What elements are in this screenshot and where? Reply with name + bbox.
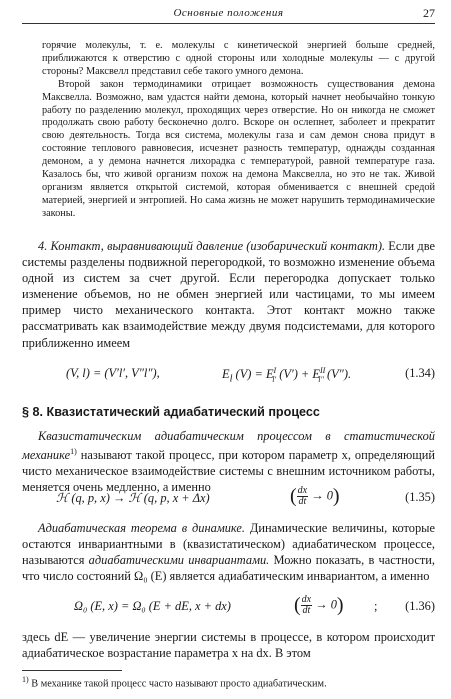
contact-lead: 4. Контакт, выравнивающий давление (изобарический контакт). bbox=[38, 239, 386, 253]
paragraph-quasistatic bbox=[22, 428, 435, 496]
eq136-expr: Ω₀ (E, x) = Ω₀ (E + dE, x + dx) bbox=[74, 599, 231, 613]
eq135-condition: ( $\frac{dx}{dt}$ → 0) bbox=[290, 485, 340, 507]
page-number: 27 bbox=[423, 6, 435, 20]
footnote-text: В механике такой процесс часто называют просто адиабатическим. bbox=[28, 678, 327, 690]
eq136-frac-num: dx bbox=[301, 594, 312, 605]
equation-1-35 bbox=[22, 487, 435, 513]
footnote bbox=[22, 675, 435, 689]
eq135-cond-tail: → 0 bbox=[311, 488, 333, 503]
eq135-frac-num: dx bbox=[297, 485, 308, 496]
eq135-frac-den: dt bbox=[298, 496, 307, 507]
equation-1-34 bbox=[22, 366, 435, 386]
ad-emphasis: адиабатическими инвариантами. bbox=[88, 553, 270, 568]
footnote-rule bbox=[22, 670, 122, 671]
header-rule bbox=[22, 23, 435, 24]
eq135-number: (1.35) bbox=[405, 490, 435, 504]
section-heading: § 8. Квазистатический адиабатический процесс bbox=[22, 405, 320, 419]
eq134-right: $E_l$ $(V) = E^I_{l'}$ $(V') + E^{II}_{l''}$ (V″). bbox=[222, 366, 352, 385]
small-paragraph-1: горячие молекулы, т. е. молекулы с кинетической энергией больше средней, приближаются к отверстию с одной стороны или холодные молекулы — с другой стороны? Максвелл представил себе такого умного демона. bbox=[42, 40, 435, 77]
eq136-number: (1.36) bbox=[405, 599, 435, 613]
eq134-number: (1.34) bbox=[405, 366, 435, 380]
ad-lead: Адиабатическая теорема в динамике. bbox=[38, 521, 246, 535]
eq135-expr: ℋ (q, p, x) → ℋ (q, p, x + Δx) bbox=[56, 491, 210, 505]
paragraph-closing bbox=[22, 629, 435, 661]
running-title: Основные положения bbox=[173, 7, 284, 19]
small-print-block bbox=[42, 40, 435, 221]
qs-text: называют такой процесс, при котором параметр x, определяющий чисто механическое взаимодействие системы с внешним источником работы, меняется очень медленно, а именно bbox=[22, 448, 435, 495]
eq136-semicolon: ; bbox=[374, 599, 378, 613]
eq136-frac-den: dt bbox=[302, 605, 311, 616]
paragraph-contact bbox=[22, 238, 435, 351]
qs-lead: Квазистатическим адиабатическим процессом в статистической механике bbox=[22, 429, 435, 463]
small-paragraph-2: Второй закон термодинамики отрицает возможность существования демона Максвелла. Возможно, вам удастся найти демона, который начнет необычайно тонкую работу по разделению молекул, проходящих через отверстие. Но он никогда не сможет продолжать свою работу бесконечно долго. Вскоре он ослепнет, заболеет и прекратит свою деятельность. Тогда вся система, молекулы газа и сам демон снова придут в состояние теплового равновесия, исчезнет разность температур, однажды созданная демоном, а у демона начнется лихорадка с температурой, равной температуре газа. Казалось бы, что живой организм похож на демона Максвелла, но это не так. Живой организм является открытой системой, которая обменивается с внешней средой материей, энергией и энтропией. Но сама жизнь не может нарушить термодинамические законы. bbox=[42, 78, 435, 219]
contact-text: Если две системы разделены подвижной перегородкой, то возможно изменение объема одной из систем за счет другой. Если перегородка допускает только изменение объемов, но не обмен энергией или частицами, то мы имеем пример чисто механического контакта. Этот контакт можно также рассматривать как взаимодействие между двумя подсистемами, для которого приближенно имеем bbox=[22, 239, 435, 350]
running-header bbox=[22, 4, 435, 22]
closing-text: здесь dE — увеличение энергии системы в процессе, в котором происходит адиабатическое возрастание параметра x на dx. В этом bbox=[22, 630, 435, 661]
ad-text-1: Динамические величины, которые остаются инвариантными в (квазистатическом) адиабатическом процессе, называются bbox=[22, 521, 435, 568]
eq136-cond-tail: → 0 bbox=[315, 597, 337, 612]
eq134-left: (V, l) = (V′l′, V″l″), bbox=[66, 366, 160, 380]
footnote-mark: 1) bbox=[22, 675, 29, 684]
qs-footnote-mark: 1) bbox=[70, 447, 77, 457]
ad-text-2: Можно показать, в частности, что число состояний Ω₀ (E) является адиабатическим инвариантом, а именно bbox=[22, 553, 435, 584]
equation-1-36 bbox=[22, 596, 435, 622]
paragraph-adiabatic bbox=[22, 520, 435, 584]
eq136-condition: ( $\frac{dx}{dt}$ → 0) bbox=[294, 594, 344, 616]
